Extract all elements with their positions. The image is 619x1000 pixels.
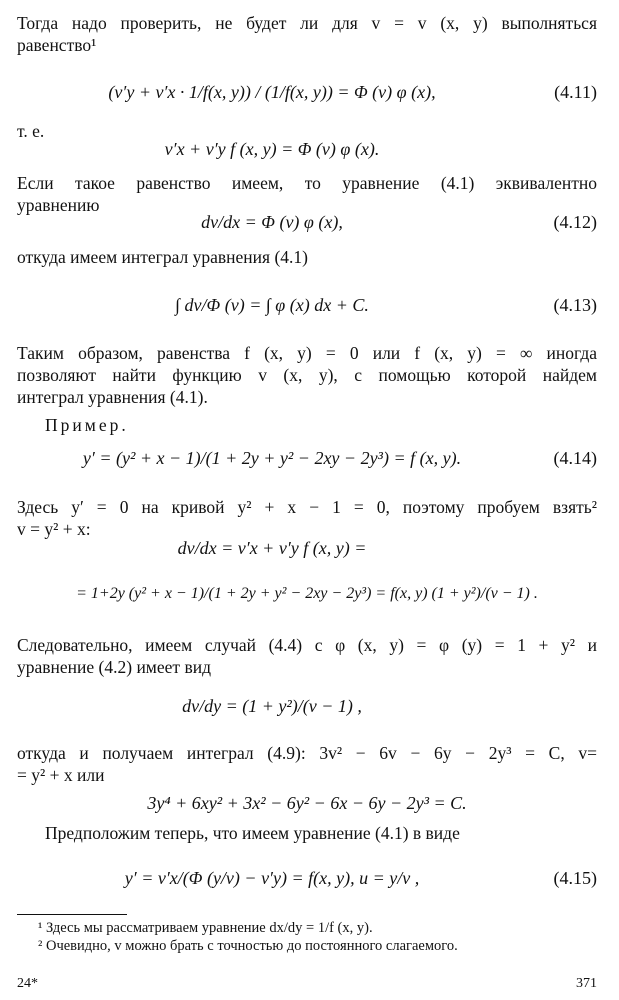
equation-4-12	[17, 207, 597, 237]
equation-body: dv/dx = Φ (v) φ (x),	[201, 212, 343, 232]
equation-body: ∫ dv/Φ (v) = ∫ φ (x) dx + C.	[175, 295, 369, 315]
equation-body: dv/dy = (1 + y²)/(v − 1) ,	[182, 696, 362, 716]
equation-4-15	[17, 856, 597, 900]
equation-4-11b	[17, 134, 597, 164]
equation-body: (v′y + v′x · 1/f(x, y)) / (1/f(x, y)) = Φ (v) φ (x),	[108, 82, 436, 102]
text-line: Предположим теперь, что имеем уравнение (4.1) в виде	[45, 823, 460, 843]
equation-number: (4.15)	[553, 868, 597, 888]
footnote-2: ² Очевидно, v можно брать с точностью до постоянного слагаемого.	[38, 938, 458, 954]
equation-number: (4.11)	[554, 82, 597, 102]
signature-mark: 24*	[17, 976, 38, 991]
equation-dvdx-1	[17, 533, 597, 563]
text-line: т. е.	[17, 121, 45, 141]
equation-body: dv/dx = v′x + v′y f (x, y) =	[177, 538, 367, 558]
equation-dvdx-2	[17, 574, 597, 614]
text-line: = y² + x или	[17, 765, 105, 785]
example-heading: Пример.	[45, 415, 129, 435]
equation-body: y′ = v′x/(Φ (y/v) − v′y) = f(x, y), u = y/v ,	[124, 868, 420, 888]
equation-body: 3y⁴ + 6xy² + 3x² − 6y² − 6x − 6y − 2y³ = C.	[147, 793, 467, 813]
equation-body: v′x + v′y f (x, y) = Φ (v) φ (x).	[164, 139, 380, 159]
equation-final	[17, 788, 597, 818]
text-line: Здесь y′ = 0 на кривой y² + x − 1 = 0, поэтому пробуем взять²	[17, 497, 597, 517]
page-number: 371	[576, 976, 597, 991]
text-line: уравнению	[17, 195, 100, 215]
equation-dvdy	[17, 686, 597, 726]
text-line: Следовательно, имеем случай (4.4) с φ (x, y) = φ (y) = 1 + y² и	[17, 635, 597, 655]
footnote-1: ¹ Здесь мы рассматриваем уравнение dx/dy = 1/f (x, y).	[38, 920, 373, 936]
text-line: позволяют найти функцию v (x, y), с помощью которой найдем	[17, 365, 597, 385]
text-line: откуда имеем интеграл уравнения (4.1)	[17, 247, 308, 267]
text-line: v = y² + x:	[17, 519, 91, 539]
footnote-rule	[17, 914, 127, 915]
equation-4-11	[17, 72, 597, 112]
text-line: интеграл уравнения (4.1).	[17, 387, 208, 407]
equation-4-13	[17, 285, 597, 325]
text-line: равенство¹	[17, 35, 97, 55]
equation-body: = 1+2y (y² + x − 1)/(1 + 2y + y² − 2xy − 2y³) = f(x, y) (1 + y²)/(v − 1) .	[76, 585, 538, 602]
equation-4-14	[17, 438, 597, 478]
equation-number: (4.12)	[553, 212, 597, 232]
text-line: Если такое равенство имеем, то уравнение (4.1) эквивалентно	[17, 173, 597, 193]
equation-number: (4.13)	[553, 295, 597, 315]
equation-number: (4.14)	[553, 448, 597, 468]
text-line: Таким образом, равенства f (x, y) = 0 или f (x, y) = ∞ иногда	[17, 343, 597, 363]
equation-body: y′ = (y² + x − 1)/(1 + 2y + y² − 2xy − 2y³) = f (x, y).	[82, 448, 462, 468]
text-line: уравнение (4.2) имеет вид	[17, 657, 211, 677]
text-line: Тогда надо проверить, не будет ли для v = v (x, y) выполняться	[17, 13, 597, 33]
text-line: откуда и получаем интеграл (4.9): 3v² − 6v − 6y − 2y³ = C, v=	[17, 743, 597, 763]
